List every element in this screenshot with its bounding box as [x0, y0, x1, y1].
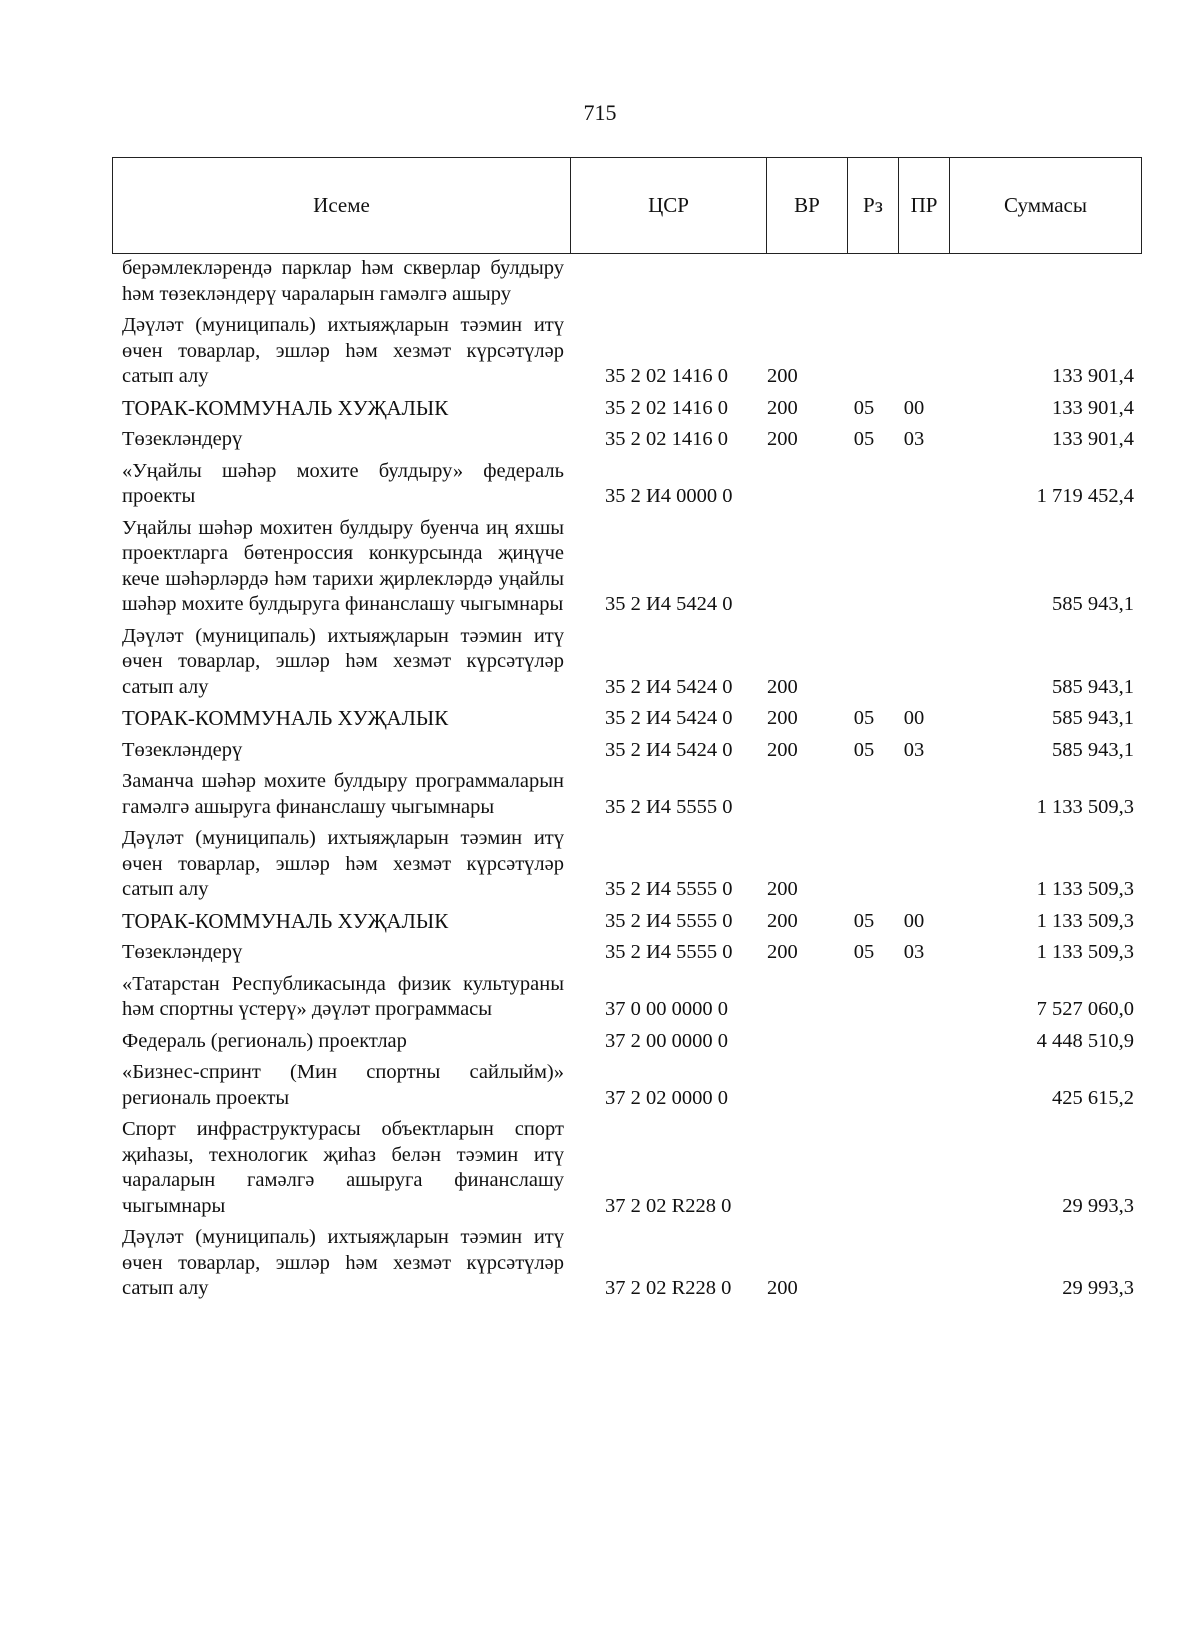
row-name: «Бизнес-спринт (Мин спортны сайлыйм)» региональ проекты	[122, 1061, 564, 1109]
row-sum: 585 943,1	[1052, 675, 1134, 698]
row-sum: 29 993,3	[1062, 1194, 1134, 1217]
row-csr: 35 2 02 1416 0	[605, 396, 728, 419]
row-name: ТОРАК-КОММУНАЛЬ ХУҖАЛЫК	[122, 395, 449, 420]
row-csr: 35 2 И4 5424 0	[605, 675, 733, 698]
row-sum: 133 901,4	[1052, 365, 1134, 387]
table-row	[112, 769, 1142, 820]
row-csr: 35 2 И4 5555 0	[605, 795, 733, 818]
row-csr: 35 2 02 1416 0	[605, 365, 728, 387]
row-vr: 200	[767, 365, 798, 387]
row-vr: 200	[767, 878, 798, 900]
row-pr: 03	[903, 941, 925, 963]
row-csr: 35 2 И4 0000 0	[605, 485, 733, 507]
header-sum: Суммасы	[950, 158, 1142, 254]
row-csr: 37 0 00 0000 0	[605, 998, 728, 1020]
row-pr: 00	[903, 396, 925, 419]
table-row	[112, 256, 1142, 307]
row-name: «Уңайлы шәһәр мохите булдыру» федераль проекты	[122, 459, 564, 507]
table-row	[112, 826, 1142, 903]
row-name: Төзекләндерү	[122, 941, 243, 963]
row-sum: 133 901,4	[1052, 396, 1134, 419]
row-pr: 00	[903, 909, 925, 932]
row-sum: 7 527 060,0	[1036, 998, 1134, 1020]
row-name: Дәүләт (муниципаль) ихтыяҗларын тәэмин итү өчен товарлар, эшләр һәм хезмәт күрсәтүләр сатып алу	[122, 1226, 564, 1299]
row-name: Төзекләндерү	[122, 738, 243, 761]
table-row	[112, 516, 1142, 618]
table-header	[112, 157, 1142, 254]
header-csr: ЦСР	[571, 158, 767, 254]
table-row	[112, 909, 1142, 935]
row-name: Дәүләт (муниципаль) ихтыяҗларын тәэмин итү өчен товарлар, эшләр һәм хезмәт күрсәтүләр сатып алу	[122, 314, 564, 387]
row-vr: 200	[767, 675, 798, 698]
table-row	[112, 1029, 1142, 1055]
row-csr: 37 2 02 R228 0	[605, 1277, 732, 1299]
row-name: Уңайлы шәһәр мохитен булдыру буенча иң яхшы проектларга бөтенроссия конкурсында җиңүче кече шәһәрләрдә һәм тарихи җирлекләрдә уңайлы шәһәр мохите булдыруга финанслашу чыгымнары	[122, 516, 564, 615]
row-rz: 05	[853, 738, 875, 761]
table-row	[112, 1225, 1142, 1302]
row-name: Федераль (региональ) проектлар	[122, 1029, 407, 1052]
table-row	[112, 940, 1142, 966]
table-row	[112, 706, 1142, 732]
table-row	[112, 427, 1142, 453]
header-vr: ВР	[767, 158, 848, 254]
row-csr: 35 2 И4 5424 0	[605, 707, 733, 729]
header-rz: Рз	[848, 158, 899, 254]
row-name: ТОРАК-КОММУНАЛЬ ХУҖАЛЫК	[122, 706, 449, 730]
row-csr: 35 2 И4 5424 0	[605, 738, 733, 761]
table-row	[112, 624, 1142, 701]
row-name: «Татарстан Республикасында физик культураны һәм спортны үстерү» дәүләт программасы	[122, 972, 564, 1020]
row-sum: 1 133 509,3	[1036, 878, 1134, 900]
row-rz: 05	[853, 396, 875, 419]
row-sum: 585 943,1	[1052, 707, 1134, 729]
row-csr: 35 2 И4 5555 0	[605, 909, 733, 932]
table-body	[112, 256, 1142, 1308]
header-pr: ПР	[899, 158, 950, 254]
table-row	[112, 738, 1142, 764]
row-csr: 35 2 И4 5424 0	[605, 593, 733, 615]
row-csr: 37 2 00 0000 0	[605, 1029, 728, 1052]
page-number: 715	[583, 100, 617, 125]
table-row	[112, 313, 1142, 390]
table-row	[112, 972, 1142, 1023]
row-csr: 35 2 И4 5555 0	[605, 941, 733, 963]
row-pr: 03	[903, 428, 925, 450]
row-sum: 133 901,4	[1052, 428, 1134, 450]
table-row	[112, 1060, 1142, 1111]
row-pr: 03	[903, 738, 925, 761]
row-rz: 05	[853, 707, 875, 729]
row-csr: 35 2 02 1416 0	[605, 428, 728, 450]
row-sum: 585 943,1	[1052, 593, 1134, 615]
row-csr: 35 2 И4 5555 0	[605, 878, 733, 900]
row-vr: 200	[767, 1277, 798, 1299]
header-name: Исеме	[113, 158, 571, 254]
row-name: Дәүләт (муниципаль) ихтыяҗларын тәэмин итү өчен товарлар, эшләр һәм хезмәт күрсәтүләр сатып алу	[122, 624, 564, 698]
row-csr: 37 2 02 R228 0	[605, 1194, 732, 1217]
row-vr: 200	[767, 707, 798, 729]
row-vr: 200	[767, 941, 798, 963]
row-name: Спорт инфраструктурасы объектларын спорт җиһазы, технологик җиһаз белән тәэмин итү чараларын гамәлгә ашыруга финанслашу чыгымнары	[122, 1118, 564, 1217]
row-name: Дәүләт (муниципаль) ихтыяҗларын тәэмин итү өчен товарлар, эшләр һәм хезмәт күрсәтүләр сатып алу	[122, 827, 564, 900]
row-csr: 37 2 02 0000 0	[605, 1086, 728, 1109]
row-rz: 05	[853, 941, 875, 963]
table-row	[112, 1117, 1142, 1219]
row-sum: 1 133 509,3	[1036, 795, 1134, 818]
row-rz: 05	[853, 909, 875, 932]
row-name: ТОРАК-КОММУНАЛЬ ХУҖАЛЫК	[122, 908, 449, 933]
row-vr: 200	[767, 738, 798, 761]
table-row	[112, 459, 1142, 510]
row-sum: 1 133 509,3	[1036, 941, 1134, 963]
row-rz: 05	[853, 428, 875, 450]
row-vr: 200	[767, 909, 798, 932]
row-name: Заманча шәһәр мохите булдыру программаларын гамәлгә ашыруга финанслашу чыгымнары	[122, 770, 564, 818]
row-vr: 200	[767, 396, 798, 419]
row-name: берәмлекләрендә парклар һәм скверлар булдыру һәм төзекләндерү чараларын гамәлгә ашыру	[122, 257, 564, 305]
row-vr: 200	[767, 428, 798, 450]
row-sum: 585 943,1	[1052, 738, 1134, 761]
row-sum: 4 448 510,9	[1036, 1029, 1134, 1052]
row-sum: 29 993,3	[1062, 1277, 1134, 1299]
table-row	[112, 396, 1142, 422]
row-sum: 1 719 452,4	[1036, 485, 1134, 507]
row-name: Төзекләндерү	[122, 428, 243, 450]
row-sum: 1 133 509,3	[1036, 909, 1134, 932]
row-sum: 425 615,2	[1052, 1086, 1134, 1109]
row-pr: 00	[903, 707, 925, 729]
